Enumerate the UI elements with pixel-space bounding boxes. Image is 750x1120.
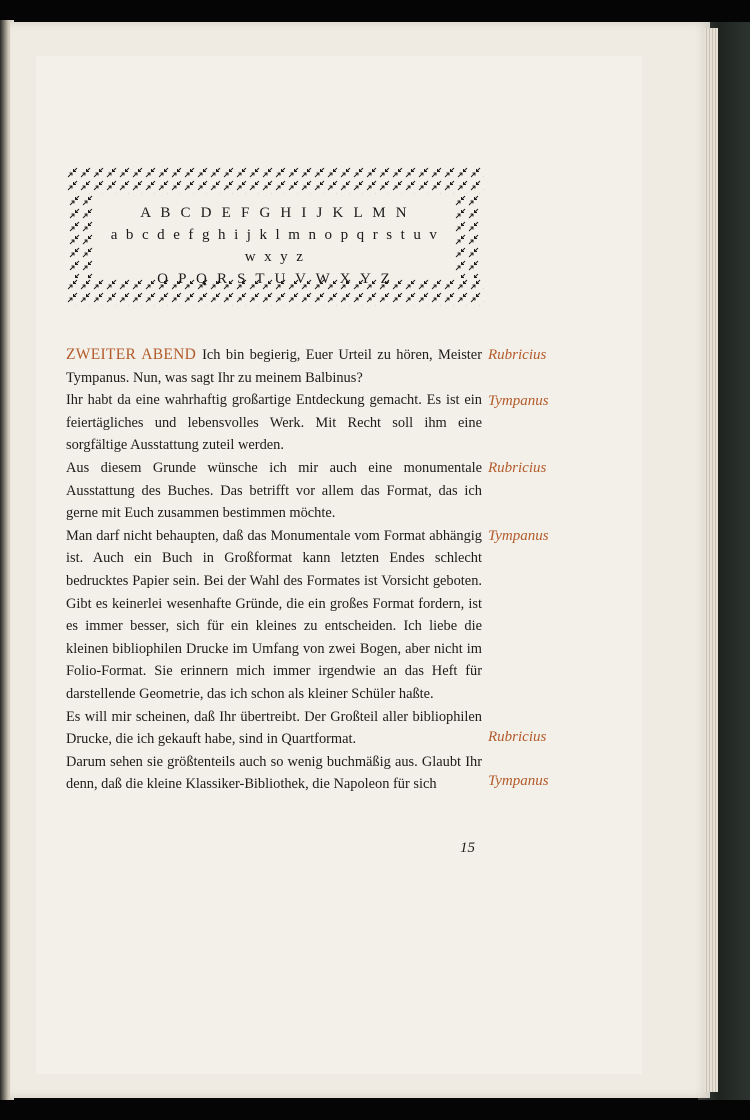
paragraph-text: Es will mir scheinen, daß Ihr übertreibt. Der Großteil aller bibliophilen Drucke, die ich gekauft habe, sind in Quartformat. (66, 708, 482, 748)
dialogue-paragraph (66, 751, 482, 796)
paragraph-text: Darum sehen sie größtenteils auch so wenig buchmäßig aus. Glaubt Ihr denn, daß die kleine Klassiker-Bibliothek, die Napoleon für sich (66, 753, 482, 793)
alphabet-uppercase-a-n: A B C D E F G H I J K L M N (140, 205, 410, 221)
page-number: 15 (460, 840, 475, 856)
speaker-label: Rubricius (488, 460, 547, 476)
dialogue-paragraph (66, 389, 482, 457)
alphabet-specimen (106, 202, 444, 290)
ornament-border-right (454, 194, 480, 278)
ornament-border-top (66, 166, 484, 194)
speaker-label: Tympanus (488, 528, 549, 544)
page-stack-edges (704, 28, 718, 1092)
paragraph-text: Ich bin begierig, Euer Urteil zu hören, Meister Tympanus. Nun, was sagt Ihr zu meinem Balbinus? (66, 347, 482, 386)
dialogue-paragraph (66, 344, 482, 389)
paragraph-text: Man darf nicht behaupten, daß das Monumentale vom Format abhängig ist. Auch ein Buch in Großformat kann letzten Endes schlecht bedrucktes Papier sein. Bei der Wahl des Formates ist Vorsicht geboten. Gibt es keinerlei wesenhafte Gründe, die ein großes Format fordern, ist es immer besser, sich für ein kleines zu entscheiden. Ich liebe die kleinen bibliophilen Drucke im Umfang von zwei Bogen, aber nicht im Folio-Format. Sie erinnern mich immer irgendwie an das Heft für darstellende Geometrie, das ich schon als kleiner Schüler haßte. (66, 527, 482, 702)
dialogue-paragraph (66, 525, 482, 706)
paragraph-text: Aus diesem Grunde wünsche ich mir auch eine monumentale Ausstattung des Buches. Das betrifft vor allem das Format, das ich gerne mit Euch zusammen bestimmen möchte. (66, 459, 482, 522)
ornamental-alphabet-frame (66, 160, 484, 308)
alphabet-lowercase: a b c d e f g h i j k l m n o p q r s t u v w x y z (110, 227, 440, 265)
speaker-label: Tympanus (488, 773, 549, 789)
speaker-label: Tympanus (488, 393, 549, 409)
ornament-border-left (68, 194, 94, 278)
speaker-label: Rubricius (488, 729, 547, 745)
section-heading: ZWEITER ABEND (66, 346, 197, 363)
dialogue-paragraph (66, 457, 482, 525)
alphabet-uppercase-o-z: O P Q R S T U V W X Y Z (157, 271, 393, 287)
dialogue-text (66, 344, 482, 796)
speaker-label: Rubricius (488, 347, 547, 363)
dialogue-paragraph (66, 706, 482, 751)
paragraph-text: Ihr habt da eine wahrhaftig großartige Entdeckung gemacht. Es ist ein feiertägliches und lebensvolles Werk. Mit Recht soll ihm eine sorgfältige Ausstattung zuteil werden. (66, 392, 482, 454)
